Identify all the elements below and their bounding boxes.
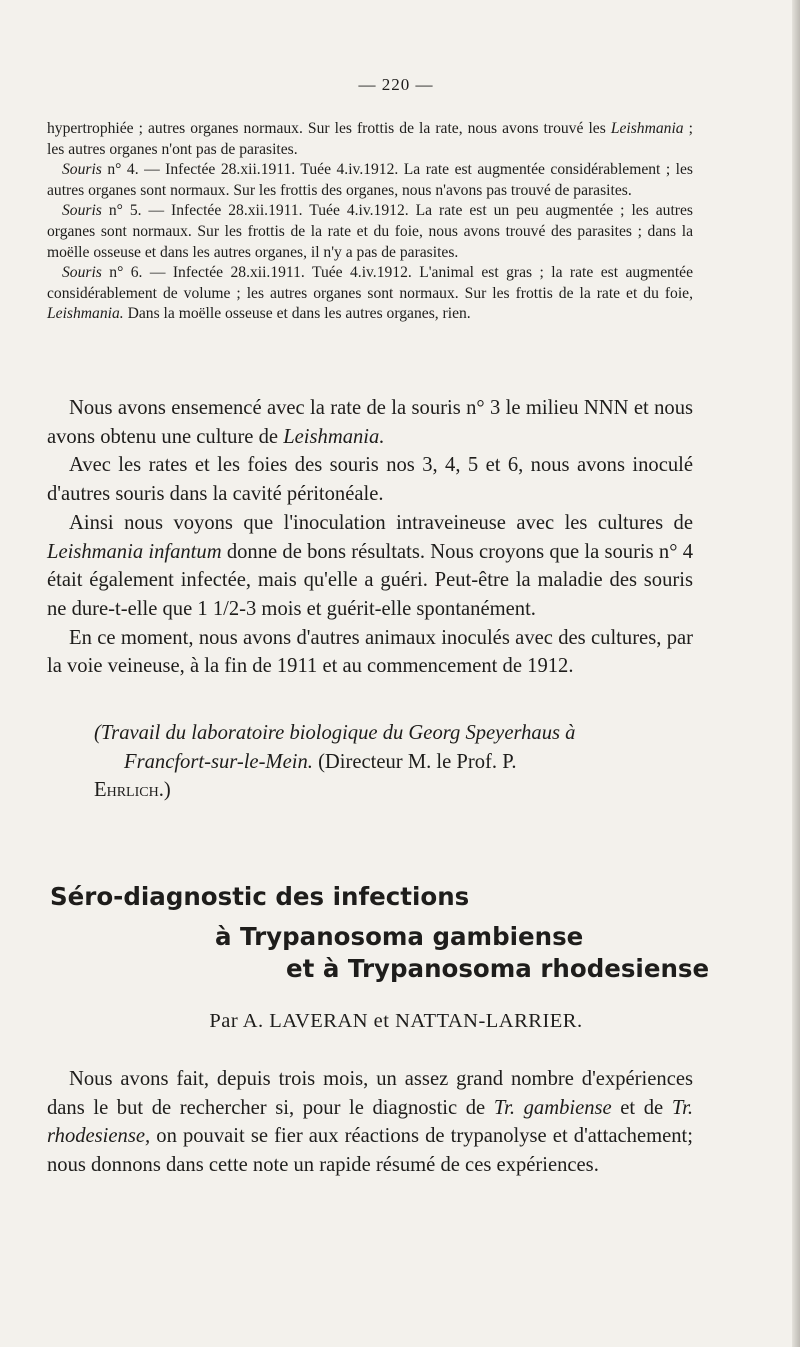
page-edge-shadow	[792, 0, 800, 1347]
article-byline: Par A. LAVERAN et NATTAN-LARRIER.	[209, 1010, 583, 1032]
credit-line: (Travail du laboratoire biologique du Georg Speyerhaus à	[94, 722, 576, 744]
note-text: hypertrophiée ; autres organes normaux. Sur les frottis de la rate, nous avons trouvé les	[47, 120, 606, 137]
article-title-line-2: à Trypanosoma gambiense	[215, 922, 584, 951]
body-text	[47, 394, 693, 681]
body-text-span: Avec les rates et les foies des souris nos 3, 4, 5 et 6, nous avons inoculé d'autres souris dans la cavité péritonéale.	[47, 454, 693, 506]
note-souris-4	[47, 160, 693, 201]
article-title-line-1: Séro-diagnostic des infections	[50, 882, 470, 911]
article-text: on pouvait se fier aux réactions de trypanolyse et d'attachement; nous donnons dans cette note un rapide résumé de ces expériences.	[47, 1125, 693, 1177]
credit-line	[94, 748, 694, 777]
credit-text: (Directeur M. le Prof. P.	[318, 750, 517, 773]
body-text-span: Ainsi nous voyons que l'inoculation intraveineuse avec les cultures de	[69, 511, 693, 534]
note-label: Souris	[62, 264, 102, 282]
body-paragraph	[47, 394, 693, 451]
note-label: Souris	[62, 202, 102, 220]
body-italic: Leishmania.	[283, 425, 385, 448]
body-paragraph	[47, 624, 693, 681]
note-italic: Leishmania	[610, 120, 684, 137]
body-italic: Leishmania infantum	[47, 540, 222, 563]
page-number: — 220 —	[358, 75, 434, 94]
body-text-span: Nous avons ensemencé avec la rate de la souris n° 3 le milieu NNN et nous avons obtenu une culture de	[47, 397, 693, 448]
note-italic: Leishmania.	[47, 305, 124, 323]
body-text-span: donne de bons résultats. Nous croyons que la souris n° 4 était également infectée, mais qu'elle a guéri. Peut-être la maladie des souris ne dure-t-elle que 1 1/2-3 mois et guérit-elle spontanément.	[47, 540, 693, 620]
body-paragraph	[47, 451, 693, 508]
article-italic: Tr. gambiense	[493, 1096, 612, 1119]
note-text: n° 6. — Infectée 28.xii.1911. Tuée 4.iv.1912. L'animal est gras ; la rate est augmentée considérablement de volume ; les autres organes sont normaux. Sur les frottis de la rate et du foie,	[47, 264, 693, 302]
case-notes	[47, 119, 693, 325]
note-text: ; les autres organes n'ont pas de parasites.	[47, 120, 693, 158]
article-text: et de	[620, 1096, 664, 1119]
article-text: Nous avons fait, depuis trois mois, un assez grand nombre d'expériences dans le but de rechercher si, pour le diagnostic de	[47, 1068, 693, 1119]
note-text: n° 5. — Infectée 28.xii.1911. Tuée 4.iv.1912. La rate est un peu augmentée ; les autres organes sont normaux. Sur les frottis de la rate et du foie, nous avons trouvé des parasites ; dans la moëlle osseuse et dans les autres organes, il n'y a pas de parasites.	[47, 202, 693, 261]
credit-italic: Francfort-sur-le-Mein.	[124, 750, 313, 773]
note-text: Dans la moëlle osseuse et dans les autres organes, rien.	[127, 305, 471, 323]
note-souris-5	[47, 201, 693, 263]
body-text-span: En ce moment, nous avons d'autres animaux inoculés avec des cultures, par la voie veineuse, à la fin de 1911 et au commencement de 1912.	[47, 626, 693, 678]
article-body	[47, 1065, 693, 1180]
article-italic: Tr. rhodesiense,	[47, 1096, 694, 1148]
article-paragraph	[47, 1065, 693, 1180]
note-label: Souris	[62, 161, 102, 179]
lab-credit	[94, 719, 694, 805]
article-title-line-3: et à Trypanosoma rhodesiense	[286, 954, 710, 983]
note-text: n° 4. — Infectée 28.xii.1911. Tuée 4.iv.1912. La rate est augmentée considérablement ; les autres organes sont normaux. Sur les frottis des organes, nous n'avons pas trouvé de parasites.	[47, 161, 694, 199]
body-paragraph	[47, 509, 693, 624]
credit-line: Ehrlich.)	[94, 779, 171, 802]
note-souris-6	[47, 263, 693, 325]
note-paragraph-continuation	[47, 119, 693, 160]
